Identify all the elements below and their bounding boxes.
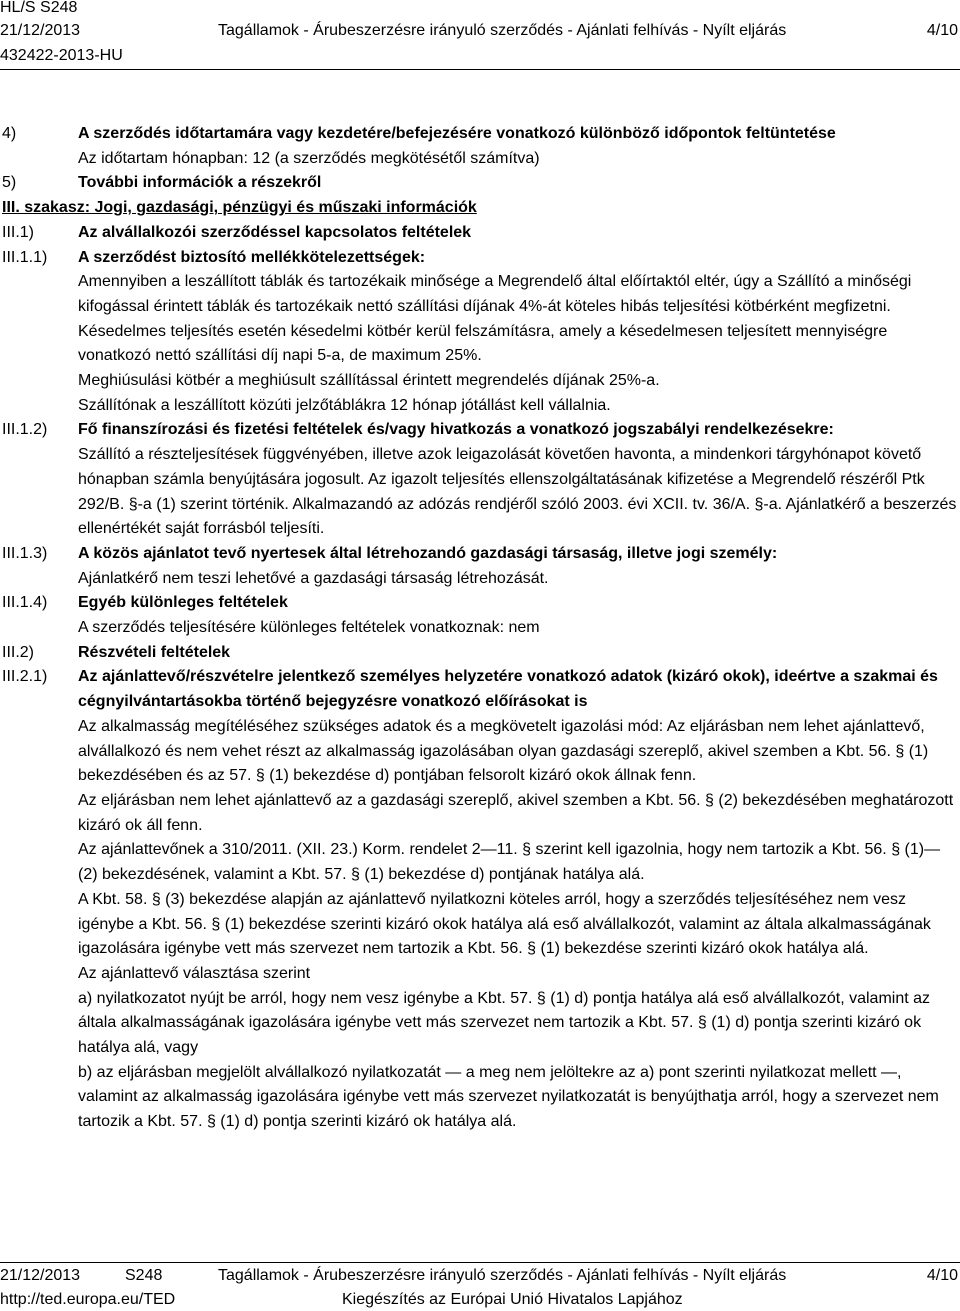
header-date: 21/12/2013 [0, 22, 81, 39]
header-reference: 432422-2013-HU [0, 47, 123, 64]
section-number: III.1.3) [2, 544, 48, 562]
section-heading: A szerződést biztosító mellékkötelezettségek: [78, 248, 426, 266]
footer-publisher: Kiegészítés az Európai Unió Hivatalos Lapjához [342, 1291, 683, 1308]
section-number: III.2) [2, 643, 35, 661]
footer-date: 21/12/2013 [0, 1267, 81, 1284]
paragraph: A Kbt. 58. § (3) bekezdése alapján az ajánlattevő nyilatkozni köteles arról, hogy a szerződés teljesítéséhez nem vesz igénybe a Kbt. 56. § (1) bekezdése szerinti kizáró okok hatálya alá eső alvállalkozót, valamint az általa alkalmasságának igazolására igénybe vett más szervezet nem tartozik a Kbt. 56. § (1) bekezdése szerinti kizáró okok hatálya alá. [78, 890, 931, 958]
paragraph: Amennyiben a leszállított táblák és tartozékaik minősége a Megrendelő által előírtaktól eltér, úgy a Szállító a minőségi kifogással érintett táblák és tartozékaik nettó szállítási díjának 4%-át köteles hibás teljesítési kötbérként megfizetni. [78, 273, 912, 315]
section-III-1-2 [0, 418, 960, 542]
part-title: III. szakasz: Jogi, gazdasági, pénzügyi és műszaki információk [2, 199, 477, 217]
paragraph: b) az eljárásban megjelölt alvállalkozó nyilatkozatát — a meg nem jelöltekre az a) pont szerinti nyilatkozat mellett —, valamint az alkalmasság igazolására igénybe vett más szervezet nyilatkozatát is benyújthatja arról, hogy a szervezet nem tartozik a Kbt. 57. § (1) d) pontja szerinti kizáró ok hatálya alá. [78, 1063, 939, 1131]
paragraph: Az ajánlattevő választása szerint [78, 964, 311, 982]
paragraph: Az eljárásban nem lehet ajánlattevő az a gazdasági szereplő, akivel szemben a Kbt. 56. § (2) bekezdésében meghatározott kizáró ok áll fenn. [78, 791, 954, 834]
section-heading: Egyéb különleges feltételek [78, 594, 288, 612]
section-III-2-1 [0, 665, 960, 1134]
document-body [0, 122, 960, 1135]
footer-title: Tagállamok - Árubeszerzésre irányuló szerződés - Ajánlati felhívás - Nyílt eljárás [218, 1267, 787, 1284]
section-number: III.2.1) [2, 668, 48, 686]
header-page: 4/10 [926, 22, 958, 39]
paragraph: A szerződés teljesítésére különleges feltételek vonatkoznak: nem [78, 619, 540, 637]
paragraph: a) nyilatkozatot nyújt be arról, hogy nem vesz igénybe a Kbt. 57. § (1) d) pontja hatálya alá eső alvállalkozót, valamint az általa alkalmasságának igazolására igénybe vett más szervezet nem tartozik a Kbt. 57. § (1) d) pontja szerinti kizáró ok hatálya alá, vagy [78, 989, 931, 1057]
footer-url-link[interactable]: http://ted.europa.eu/TED [0, 1291, 176, 1308]
section-number: III.1.2) [2, 421, 48, 439]
section-number: 5) [2, 174, 17, 192]
journal-id: HL/S S248 [0, 0, 78, 16]
section-III-1-4 [0, 591, 960, 640]
section-III-1 [0, 221, 960, 246]
section-heading: A közös ajánlatot tevő nyertesek által létrehozandó gazdasági társaság, illetve jogi személy: [78, 544, 778, 562]
footer-divider [0, 1262, 960, 1263]
section-III-1-1 [0, 246, 960, 419]
section-text: Az időtartam hónapban: 12 (a szerződés megkötésétől számítva) [78, 149, 540, 167]
header-divider [0, 69, 960, 70]
section-heading: Részvételi feltételek [78, 643, 231, 661]
section-heading: Fő finanszírozási és fizetési feltételek és/vagy hivatkozás a vonatkozó jogszabályi rendelkezésekre: [78, 421, 834, 439]
section-heading: Az ajánlattevő/részvételre jelentkező személyes helyzetére vonatkozó adatok (kizáró okok), ideértve a szakmai és cégnyilvántartásokba történő bejegyzésre vonatkozó előírásokat is [78, 668, 938, 711]
header-title: Tagállamok - Árubeszerzésre irányuló szerződés - Ajánlati felhívás - Nyílt eljárás [218, 22, 787, 39]
section-number: III.1) [2, 223, 35, 241]
footer-issue: S248 [125, 1267, 163, 1284]
section-III-1-3 [0, 542, 960, 591]
paragraph: Szállítónak a leszállított közúti jelzőtáblákra 12 hónap jótállást kell vállalnia. [78, 396, 611, 414]
paragraph: Meghiúsulási kötbér a meghiúsult szállítással érintett megrendelés díjának 25%-a. [78, 372, 660, 390]
section-III-2 [0, 641, 960, 666]
section-heading: Az alvállalkozói szerződéssel kapcsolatos feltételek [78, 223, 472, 241]
section-number: III.1.4) [2, 594, 48, 612]
paragraph: Az alkalmasság megítéléséhez szükséges adatok és a megkövetelt igazolási mód: Az eljárásban nem lehet ajánlattevő, alvállalkozó és nem vehet részt az alkalmasság igazolásában olyan gazdasági szereplő, akivel szemben a Kbt. 56. § (1) bekezdésében és az 57. § (1) bekezdése d) pontjában felsorolt kizáró okok állnak fenn. [78, 717, 929, 785]
section-number: 4) [2, 125, 17, 142]
paragraph: Szállító a részteljesítések függvényében, illetve azok leigazolását követően havonta, a mindenkori tárgyhónapot követő hónapban számla benyújtására jogosult. Az igazolt teljesítés ellenszolgáltatásának kifizetése a Megrendelő részéről Ptk 292/B. §-a (1) szerint történik. Alkalmazandó az adózás rendjéről szóló 2003. évi XCII. tv. 36/A. §-a. Ajánlatkérő a beszerzés ellenértékét saját forrásból teljesíti. [78, 446, 957, 538]
section-4 [0, 122, 960, 171]
section-number: III.1.1) [2, 248, 48, 266]
section-heading: A szerződés időtartamára vagy kezdetére/befejezésére vonatkozó különböző időpontok feltüntetése [78, 125, 836, 142]
paragraph: Késedelmes teljesítés esetén késedelmi kötbér kerül felszámításra, amely a késedelmesen teljesített mennyiségre vonatkozó nettó szállítási díj napi 5-a, de maximum 25%. [78, 322, 888, 365]
paragraph: Az ajánlattevőnek a 310/2011. (XII. 23.) Korm. rendelet 2—11. § szerint kell igazolnia, hogy nem tartozik a Kbt. 56. § (1)—(2) bekezdésének, valamint a Kbt. 57. § (1) bekezdése d) pontjának hatálya alá. [78, 841, 941, 884]
paragraph: Ajánlatkérő nem teszi lehetővé a gazdasági társaság létrehozását. [78, 569, 549, 587]
part-3-heading [0, 196, 960, 221]
section-5 [0, 171, 960, 196]
footer-page: 4/10 [926, 1267, 958, 1284]
section-heading: További információk a részekről [78, 174, 322, 192]
